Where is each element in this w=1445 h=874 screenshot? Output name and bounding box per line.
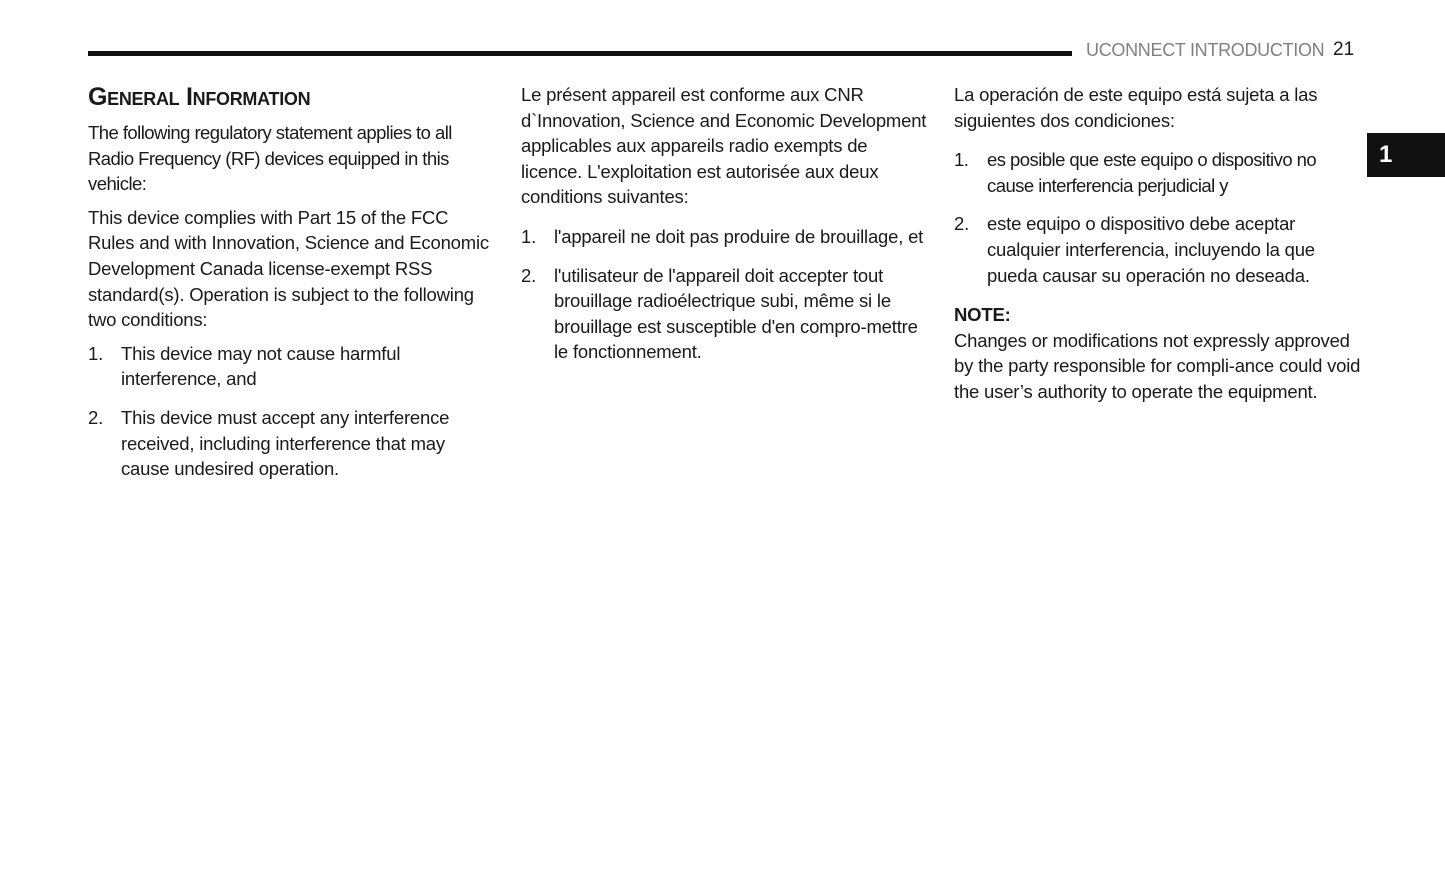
note-label: NOTE: [954,304,1011,326]
fcc-conditions-list [88,341,498,482]
list-item [954,147,1364,198]
spanish-conditions-list [954,147,1364,288]
list-item [88,341,498,392]
header-section-title: UCONNECT INTRODUCTION [1086,40,1325,60]
list-item-text: este equipo o dispositivo debe aceptar cualquier interferencia, incluyendo la que pueda causar su operación no deseada. [987,213,1315,286]
list-item-text: es posible que este equipo o dispositivo no cause interferencia perjudicial y [987,149,1317,196]
list-item-number: 1. [88,342,104,364]
list-item [88,405,498,482]
list-item-text: l'appareil ne doit pas produire de brouillage, et [554,225,924,247]
list-item-number: 2. [954,213,970,235]
column-english [88,82,498,496]
list-item [521,224,931,250]
note-text: Changes or modifications not expressly approved by the party responsible for compli-ance could void the user’s authority to operate the equipment. [954,329,1361,402]
chapter-tab: 1 [1367,133,1445,177]
spanish-statement-paragraph: La operación de este equipo está sujeta a las siguientes dos condiciones: [954,84,1318,131]
list-item [954,211,1364,288]
ised-conditions-list [521,224,931,365]
list-item-number: 1. [954,149,969,171]
page-number: 21 [1333,39,1355,60]
section-heading: General Information [88,83,311,111]
fcc-statement-paragraph: This device complies with Part 15 of the FCC Rules and with Innovation, Science and Economic Development Canada license-exempt RSS standard(s). Operation is subject to the following two conditions: [88,206,489,331]
column-french [521,82,931,379]
intro-paragraph: The following regulatory statement applies to all Radio Frequency (RF) devices equipped in this vehicle: [88,122,452,195]
list-item [521,263,931,365]
list-item-number: 2. [88,406,104,428]
header-rule [88,51,1072,56]
ised-statement-paragraph: Le présent appareil est conforme aux CNR d`Innovation, Science and Economic Development applicables aux appareils radio exempts de licence. L'exploitation est autorisée aux deux conditions suivantes: [521,84,927,208]
list-item-text: This device may not cause harmful interference, and [121,342,401,390]
list-item-number: 2. [521,264,537,286]
list-item-text: This device must accept any interference received, including interference that may cause undesired operation. [121,406,450,480]
list-item-text: l'utilisateur de l'appareil doit accepter tout brouillage radioélectrique subi, même si le brouillage est susceptible d'en compro-mettre le fonctionnement. [554,264,918,363]
list-item-number: 1. [521,225,537,247]
column-spanish [954,82,1364,405]
